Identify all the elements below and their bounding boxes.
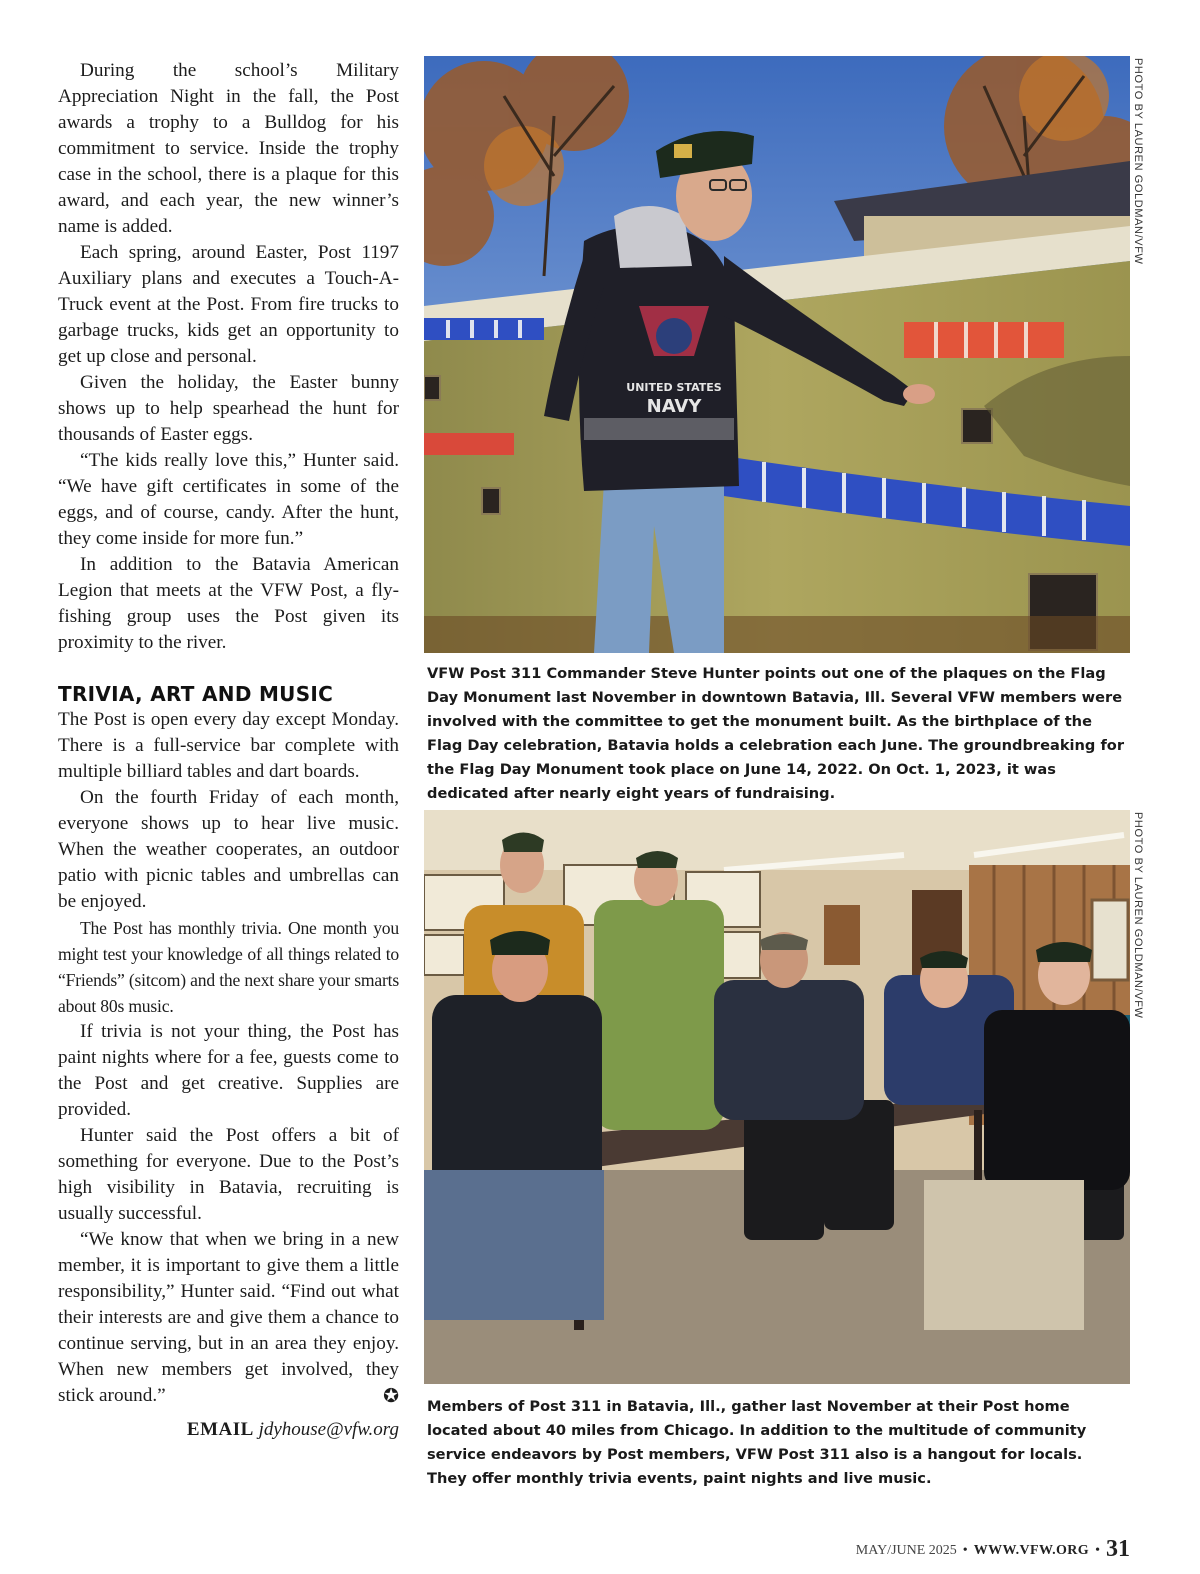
photo-credit: PHOTO BY LAUREN GOLDMAN/VFW — [1132, 58, 1144, 265]
section-heading: TRIVIA, ART AND MUSIC — [58, 682, 334, 706]
footer-separator: • — [962, 1543, 968, 1558]
body-paragraph: Hunter said the Post offers a bit of something for everyone. Due to the Post’s high visibility in Batavia, recruiting is usually successful. — [58, 1125, 399, 1224]
body-paragraph: The Post has monthly trivia. One month you might test your knowledge of all things related to “Friends” (sitcom) and the next share your smarts about 80s music. — [58, 918, 399, 1016]
email-link[interactable]: jdyhouse@vfw.org — [258, 1419, 399, 1440]
footer-separator: • — [1095, 1543, 1100, 1558]
shirt-text-1: UNITED STATES — [626, 381, 722, 394]
issue-date: MAY/JUNE 2025 — [855, 1543, 957, 1558]
article-column — [58, 58, 399, 1442]
page-number: 31 — [1106, 1536, 1130, 1562]
shirt-text-2: NAVY — [646, 396, 702, 417]
body-paragraph: The Post is open every day except Monday. There is a full-service bar complete with multiple billiard tables and dart boards. — [58, 709, 399, 782]
body-paragraph: If trivia is not your thing, the Post has paint nights where for a fee, guests come to the Post and get creative. Supplies are provided. — [58, 1021, 399, 1120]
body-paragraph: In addition to the Batavia American Legion that meets at the VFW Post, a fly-fishing group uses the Post given its proximity to the river. — [58, 554, 399, 653]
end-of-story-icon: ✪ — [383, 1386, 399, 1407]
photo-caption: VFW Post 311 Commander Steve Hunter points out one of the plaques on the Flag Day Monument last November in downtown Batavia, Ill. Several VFW members were involved with the committee to get the monument built. As the birthplace of the Flag Day celebration, Batavia holds a celebration each June. The groundbreaking for the Flag Day Monument took place on June 14, 2022. On Oct. 1, 2023, it was dedicated after nearly eight years of fundraising. — [427, 665, 1125, 802]
photo-post-members — [424, 810, 1130, 1384]
photo-flag-day-monument — [424, 56, 1130, 653]
body-paragraph: Each spring, around Easter, Post 1197 Auxiliary plans and executes a Touch-A-Truck event at the Post. From fire trucks to garbage trucks, kids get an opportunity to get up close and personal. — [58, 242, 399, 367]
email-label: EMAIL — [186, 1419, 254, 1440]
body-paragraph: On the fourth Friday of each month, everyone shows up to hear live music. When the weather cooperates, an outdoor patio with picnic tables and umbrellas can be enjoyed. — [58, 787, 399, 912]
photo-credit: PHOTO BY LAUREN GOLDMAN/VFW — [1132, 812, 1144, 1019]
page-footer — [856, 1536, 1130, 1563]
website-link[interactable]: WWW.VFW.ORG — [973, 1543, 1090, 1558]
photo-caption: Members of Post 311 in Batavia, Ill., gather last November at their Post home located about 40 miles from Chicago. In addition to the multitude of community service endeavors by Post members, VFW Post 311 also is a hangout for locals. They offer monthly trivia events, paint nights and live music. — [427, 1398, 1087, 1487]
body-paragraph: During the school’s Military Appreciation Night in the fall, the Post awards a trophy to a Bulldog for his commitment to service. Inside the trophy case in the school, there is a plaque for this award, and each year, the new winner’s name is added. — [58, 60, 399, 237]
body-paragraph: “The kids really love this,” Hunter said. “We have gift certificates in some of the eggs, and of course, candy. After the hunt, they come inside for more fun.” — [58, 450, 399, 549]
body-paragraph: “We know that when we bring in a new member, it is important to give them a little responsibility,” Hunter said. “Find out what their interests are and give them a chance to continue serving, but in an area they enjoy. When new members get involved, they stick around.” — [58, 1229, 399, 1406]
author-email — [58, 1418, 399, 1442]
body-paragraph: Given the holiday, the Easter bunny shows up to help spearhead the hunt for thousands of Easter eggs. — [58, 372, 399, 445]
